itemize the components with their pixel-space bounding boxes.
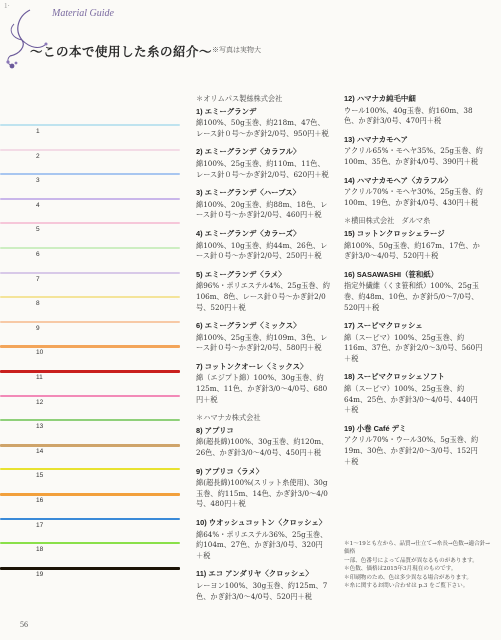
swatch-number: 14 [36,447,44,455]
company-name: ＊オリムパス製絲株式会社 [196,94,283,103]
yarn-spec: 綿(超長綿)100%(スリット糸使用)、30g玉巻、約115m、14色、かぎ針3/0～4/0号、480円＋税 [196,478,328,509]
swatch-number: 7 [36,275,40,283]
yarn-swatch [0,192,180,212]
yarn-strand [0,493,180,496]
swatch-number: 12 [36,398,44,406]
yarn-name: 13) ハマナカモヘア [344,134,408,144]
yarn-strand [0,296,180,298]
yarn-strand [0,518,180,520]
yarn-name: 6) エミーグランデ〈ミックス〉 [196,321,301,331]
yarn-swatch [0,364,180,384]
yarn-entry [196,362,330,405]
yarn-spec: 綿（スーピマ）100%、25g玉巻、約64m、25色、かぎ針3/0～4/0号、440円＋税 [344,384,478,415]
yarn-strand [0,468,180,470]
swatch-number: 2 [36,152,40,160]
page-number: 56 [20,620,28,629]
yarn-name: 17) スーピマクロッシェ [344,321,423,331]
yarn-swatch [0,290,180,310]
swatch-number: 9 [36,324,40,332]
yarn-entry [196,107,330,140]
company-name: ＊ハマナカ株式会社 [196,413,261,423]
yarn-swatch [0,167,180,187]
yarn-entry [344,135,484,168]
yarn-spec: 綿100%、25g玉巻、約110m、11色、レース針０号～かぎ針2/0号、620円＋税 [196,158,329,179]
yarn-entry [344,94,484,127]
yarn-spec: 綿100%、50g玉巻、約167m、17色、かぎ針3/0～4/0号、520円＋税 [344,240,480,261]
yarn-spec: レーヨン100%、30g玉巻、約125m、7色、かぎ針3/0～4/0号、520円＋税 [196,580,328,601]
swatch-number: 1 [36,128,40,135]
yarn-name: 18) スーピマクロッシェソフト [344,372,445,382]
yarn-strand [0,198,180,200]
yarn-name: 7) コットンクオーレ〈ミックス〉 [196,361,308,371]
yarn-strand [0,444,180,447]
swatch-number: 13 [36,423,44,431]
heading-note: ※写真は実物大 [212,46,261,54]
yarn-name: 11) エコ アンダリヤ〈クロッシェ〉 [196,569,313,579]
yarn-strand [0,395,180,397]
flourish-ornament-icon [0,0,60,80]
yarn-strand [0,567,180,570]
yarn-spec: アクリル70%・モヘヤ30%、25g玉巻、約100m、19色、かぎ針4/0号、430円＋税 [344,187,483,207]
yarn-entry [344,229,484,262]
yarn-swatch [0,118,180,138]
swatch-number: 5 [36,226,40,234]
yarn-strand [0,272,180,274]
yarn-name: 4) エミーグランデ〈カラーズ〉 [196,228,301,238]
footnote-line: ＊1～19とも左から、品質→仕立て→糸長→色数→適合針→価格 [344,541,490,556]
swatch-number: 8 [36,300,40,308]
yarn-entry [196,321,330,354]
yarn-entry [196,426,330,459]
footnote-line: ＊糸に関するお問い合わせは p.3 をご覧下さい。 [344,583,469,590]
yarn-name: 3) エミーグランデ〈ハーブス〉 [196,188,301,198]
yarn-strand [0,149,180,151]
yarn-entry [344,321,484,364]
company-name: ＊横田株式会社 ダルマ糸 [344,216,431,226]
yarn-entry [196,569,330,602]
footnotes [344,540,494,590]
yarn-name: 15) コットンクロッシェラージ [344,228,445,238]
swatch-number: 6 [36,251,40,258]
yarn-spec: アクリル65%・モヘヤ35%、25g玉巻、約100m、35色、かぎ針4/0号、390円＋税 [344,146,483,166]
yarn-swatch [0,413,180,433]
swatch-number: 17 [36,521,44,529]
corner-mark: 1· [4,2,10,10]
yarn-swatch [0,143,180,163]
yarn-strand [0,345,180,348]
yarn-spec: 綿（スーピマ）100%、25g玉巻、約116m、37色、かぎ針2/0～3/0号、560円＋税 [344,332,483,363]
swatch-number: 15 [36,472,44,480]
yarn-spec: アクリル70%・ウール30%、5g玉巻、約19m、30色、かぎ針2/0～3/0号、152円＋税 [344,435,479,466]
yarn-name: 12) ハマナカ純毛中細 [344,94,416,103]
yarn-name: 16) SASAWASHI（笹和紙） [344,269,439,279]
yarn-entry [344,424,484,467]
yarn-entry [196,188,330,221]
swatch-number: 19 [36,570,44,578]
yarn-name: 14) ハマナカモヘア〈カラフル〉 [344,175,453,185]
yarn-swatch [0,462,180,482]
swatch-number: 4 [36,201,40,209]
swatch-number: 11 [36,374,43,381]
yarn-name: 10) ウオッシュコットン〈クロッシェ〉 [196,518,327,527]
yarn-name: 5) エミーグランデ〈ラメ〉 [196,269,286,279]
yarn-swatch [0,512,180,532]
footnote-line: ＊印刷物のため、色は多少異なる場合があります。 [344,574,472,581]
yarn-entry [196,270,330,313]
yarn-strand [0,321,180,323]
yarn-strand [0,370,180,373]
yarn-swatch [0,315,180,335]
yarn-swatch [0,266,180,286]
page-heading: ～この本で使用した糸の紹介～ [30,44,213,59]
yarn-swatch [0,536,180,556]
yarn-swatch [0,438,180,458]
guide-english-title: Material Guide [52,8,114,19]
yarn-name: 2) エミーグランデ〈カラフル〉 [196,147,301,157]
yarn-swatch [0,339,180,359]
yarn-spec: 綿100%、25g玉巻、約109m、3色、レース針０号～かぎ針2/0号、580円＋税 [196,332,328,353]
yarn-strand [0,124,180,126]
yarn-swatch [0,389,180,409]
yarn-spec: 綿（エジプト綿）100%、30g玉巻、約125m、11色、かぎ針3/0～4/0号、680円＋税 [196,373,328,404]
yarn-spec: ウール100%、40g玉巻、約160m、38色、かぎ針3/0号、470円＋税 [344,105,473,126]
yarn-spec: 綿64%・ポリエステル36%、25g玉巻、約104m、27色、かぎ針3/0号、320円＋税 [196,529,328,560]
yarn-spec: 綿100%、20g玉巻、約88m、18色、レース針０号～かぎ針2/0号、460円＋税 [196,199,328,220]
yarn-strand [0,222,180,224]
page-header [0,0,501,80]
swatch-number: 18 [36,546,44,554]
swatch-number: 3 [36,177,40,185]
yarn-spec: 綿100%、10g玉巻、約44m、26色、レース針０号～かぎ針2/0号、250円＋税 [196,240,328,261]
swatch-number: 16 [36,497,44,504]
yarn-entry [344,372,484,415]
yarn-entry [344,270,484,313]
yarn-name: 8) アプリコ [196,425,234,435]
yarn-entry [196,229,330,262]
yarn-name: 9) アプリコ〈ラメ〉 [196,466,264,476]
yarn-strand [0,419,180,421]
footnote-line: 一部、色番号によって品質が異なるものがあります。 [344,557,478,564]
yarn-entry [196,147,330,180]
yarn-entry [196,518,330,561]
yarn-spec: 綿100%、50g玉巻、約218m、47色、レース針０号～かぎ針2/0号、950円＋税 [196,118,329,138]
yarn-spec: 綿(超長綿)100%、30g玉巻、約120m、26色、かぎ針3/0～4/0号、450円＋税 [196,437,329,458]
yarn-name: 19) 小巻 Café デミ [344,423,407,433]
yarn-strand [0,542,180,544]
yarn-swatch [0,561,180,581]
yarn-name: 1) エミーグランデ [196,106,257,116]
yarn-strand [0,173,180,175]
yarn-column-left [196,94,330,610]
swatch-number: 10 [36,349,44,357]
footnote-line: ＊色数、価格は2015年3月現在のものです。 [344,566,457,573]
yarn-spec: 綿96%・ポリエステル4%、25g玉巻、約106m、8色、レース針０号～かぎ針2/0号、520円＋税 [196,281,330,312]
yarn-swatch [0,241,180,261]
yarn-strand [0,247,180,249]
yarn-spec: 指定外繊維（くま笹和紙）100%、25g玉巻、約48m、10色、かぎ針5/0～7/0号、520円＋税 [344,281,479,312]
yarn-swatch [0,487,180,507]
yarn-column-right [344,94,484,475]
yarn-entry [344,176,484,209]
yarn-entry [196,467,330,510]
yarn-swatch [0,216,180,236]
